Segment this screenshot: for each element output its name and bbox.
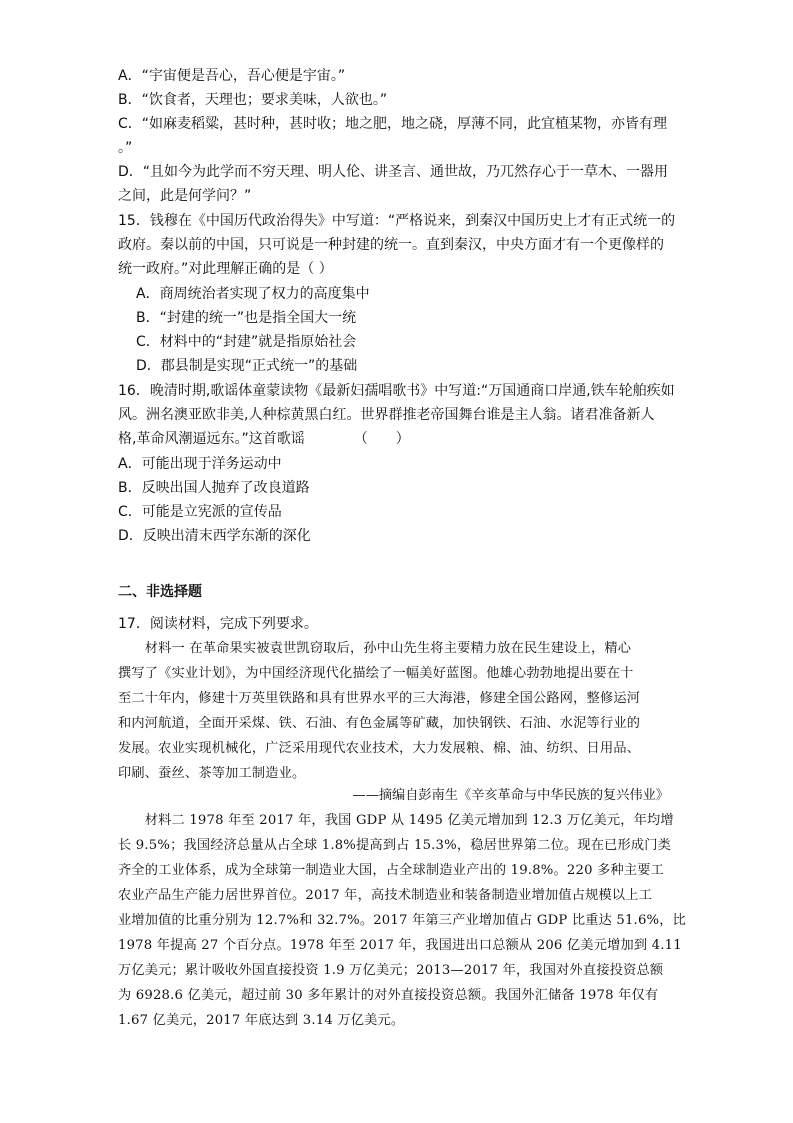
q16-option-c: C．可能是立宪派的宣传品 <box>118 504 282 520</box>
material1-line: 发展。农业实现机械化，广泛采用现代农业技术，大力发展粮、棉、油、纺织、日用品、 <box>118 741 641 756</box>
q15-option-c: C．材料中的“封建”就是指原始社会 <box>136 334 357 350</box>
material1-line: 印刷、蚕丝、茶等加工制造业。 <box>118 766 306 781</box>
q15-stem-line3: 统一政府。”对此理解正确的是（ ） <box>118 261 333 277</box>
material2-line: 长 9.5%；我国经济总量从占全球 1.8%提高到占 15.3%，稳居世界第二位。现在已形成门类 <box>118 838 672 853</box>
material1-line: 材料一 在革命果实被袁世凯窃取后，孙中山先生将主要精力放在民生建设上，精心 <box>118 641 632 656</box>
q16-stem-line2: 风。洲名澳亚欧非美,人种棕黄黑白红。世界群推老帝国舞台谁是主人翁。诸君准备新人 <box>118 407 655 423</box>
section-title: 二、非选择题 <box>118 584 202 600</box>
q15-option-d: D．郡县制是实现“正式统一”的基础 <box>136 358 358 374</box>
material2-line: 齐全的工业体系，成为全球第一制造业大国，占全球制造业产出的 19.8%。220 多种主要工 <box>118 863 665 878</box>
q16-stem-line3: 格,革命风潮逼远东。”这首歌谣 （ ） <box>118 431 410 447</box>
q16-stem-line1: 16．晚清时期,歌谣体童蒙读物《最新妇孺唱歌书》中写道:“万国通商口岸通,铁车轮舶疾如 <box>118 383 675 399</box>
q14-option-c-line1: C．“如麻麦稻粱，甚时种，甚时收；地之肥，地之硗，厚薄不同，此宜植某物，亦皆有理 <box>118 116 668 132</box>
material2-line: 为 6928.6 亿美元，超过前 30 多年累计的对外直接投资总额。我国外汇储备 1978 年仅有 <box>118 988 659 1003</box>
q16-option-a: A．可能出现于洋务运动中 <box>118 456 282 472</box>
q17-stem: 17．阅读材料，完成下列要求。 <box>118 616 318 632</box>
q15-stem-line1: 15．钱穆在《中国历代政治得失》中写道：“严格说来，到秦汉中国历史上才有正式统一的 <box>118 213 676 229</box>
material1-source: ——摘编自彭南生《辛亥革命与中华民族的复兴伟业》 <box>352 788 669 803</box>
q15-stem-line2: 政府。秦以前的中国，只可说是一种封建的统一。直到秦汉，中央方面才有一个更像样的 <box>118 237 664 253</box>
material1-line: 至二十年内，修建十万英里铁路和具有世界水平的三大海港，修建全国公路网，整修运河 <box>118 691 641 706</box>
q14-option-a: A．“宇宙便是吾心，吾心便是宇宙。” <box>118 68 346 84</box>
q14-option-b: B．“饮食者，天理也；要求美味，人欲也。” <box>118 92 388 108</box>
material1-line: 撰写了《实业计划》，为中国经济现代化描绘了一幅美好蓝图。他雄心勃勃地提出要在十 <box>118 666 634 681</box>
material2-line: 1.67 亿美元，2017 年底达到 3.14 万亿美元。 <box>118 1013 405 1028</box>
material2-line: 万亿美元；累计吸收外国直接投资 1.9 万亿美元；2013—2017 年，我国对外直接投资总额 <box>118 963 664 978</box>
material2-line: 1978 年提高 27 个百分点。1978 年至 2017 年，我国进出口总额从 206 亿美元增加到 4.11 <box>118 938 682 953</box>
material1-line: 和内河航道，全面开采煤、铁、石油、有色金属等矿藏，加快钢铁、石油、水泥等行业的 <box>118 716 641 731</box>
material2-line: 农业产品生产能力居世界首位。2017 年，高技术制造业和装备制造业增加值占规模以上工 <box>118 888 653 903</box>
q16-option-d: D．反映出清末西学东渐的深化 <box>118 528 311 544</box>
q16-option-b: B．反映出国人抛弃了改良道路 <box>118 480 310 496</box>
material2-line: 业增加值的比重分别为 12.7%和 32.7%。2017 年第三产业增加值占 GDP 比重达 51.6%，比 <box>118 913 687 928</box>
material2-line: 材料二 1978 年至 2017 年，我国 GDP 从 1495 亿美元增加到 12.3 万亿美元，年均增 <box>118 813 674 828</box>
q15-option-a: A．商周统治者实现了权力的高度集中 <box>136 286 370 302</box>
q14-option-d-line2: 之间，此是何学问？” <box>118 188 252 204</box>
q14-option-c-line2: 。” <box>118 140 133 156</box>
q14-option-d-line1: D．“且如今为此学而不穷天理、明人伦、讲圣言、通世故，乃兀然存心于一草木、一器用 <box>118 164 669 180</box>
q15-option-b: B．“封建的统一”也是指全国大一统 <box>136 310 357 326</box>
